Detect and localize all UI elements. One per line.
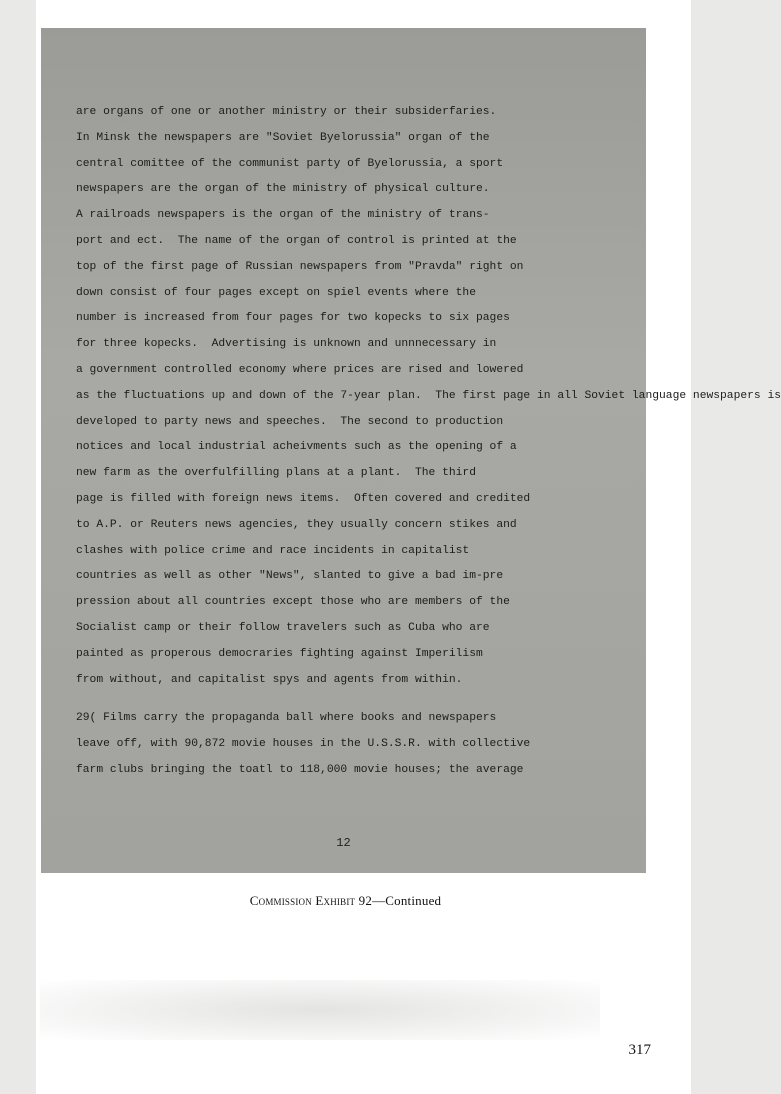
typed-line: to A.P. or Reuters news agencies, they usually concern stikes and xyxy=(76,518,517,531)
typed-line: top of the first page of Russian newspapers from "Pravda" right on xyxy=(76,260,524,273)
scanned-typescript xyxy=(41,28,781,873)
typed-line: countries as well as other "News", slanted to give a bad im-pre xyxy=(76,570,504,583)
typed-line: farm clubs bringing the toatl to 118,000 movie houses; the average xyxy=(76,763,524,776)
typed-line: newspapers are the organ of the ministry of physical culture. xyxy=(76,183,490,196)
typed-line: number is increased from four pages for two kopecks to six pages xyxy=(76,312,510,325)
typed-line: notices and local industrial acheivments such as the opening of a xyxy=(76,441,517,454)
typed-line: In Minsk the newspapers are "Soviet Byelorussia" organ of the xyxy=(76,131,490,144)
bleed-through-shadow xyxy=(40,980,600,1040)
typed-line: leave off, with 90,872 movie houses in the U.S.S.R. with collective xyxy=(76,738,531,751)
typescript-page-number: 12 xyxy=(336,836,351,850)
typed-line: as the fluctuations up and down of the 7-year plan. The first page in all Soviet language newspapers is xyxy=(76,389,781,402)
page-folio-number: 317 xyxy=(628,1042,651,1058)
typed-line: down consist of four pages except on spiel events where the xyxy=(76,286,476,299)
typed-line: developed to party news and speeches. The second to production xyxy=(76,415,504,428)
caption-continued: —Continued xyxy=(372,893,442,908)
typed-line: are organs of one or another ministry or their subsiderfaries. xyxy=(76,106,497,118)
typed-line: 29( Films carry the propaganda ball where books and newspapers xyxy=(76,712,497,725)
typed-line: painted as properous democraries fighting against Imperilism xyxy=(76,647,483,660)
paragraph-gap xyxy=(76,693,621,706)
typed-line: for three kopecks. Advertising is unknown and unnnecessary in xyxy=(76,338,497,351)
typed-line: new farm as the overfulfilling plans at a plant. The third xyxy=(76,467,476,480)
typed-text-block xyxy=(76,100,781,784)
typed-line: a government controlled economy where prices are rised and lowered xyxy=(76,363,524,376)
exhibit-caption xyxy=(0,893,691,909)
typed-line: pression about all countries except those who are members of the xyxy=(76,596,510,609)
typed-line: A railroads newspapers is the organ of the ministry of trans- xyxy=(76,209,490,222)
caption-title: Commission Exhibit 92 xyxy=(249,893,373,908)
typed-line: from without, and capitalist spys and agents from within. xyxy=(76,673,463,686)
typed-line: page is filled with foreign news items. Often covered and credited xyxy=(76,492,531,505)
typed-line: Socialist camp or their follow travelers such as Cuba who are xyxy=(76,621,490,634)
typed-line: clashes with police crime and race incidents in capitalist xyxy=(76,544,470,557)
typed-line: port and ect. The name of the organ of control is printed at the xyxy=(76,234,517,247)
typed-line: central comittee of the communist party of Byelorussia, a sport xyxy=(76,157,504,170)
